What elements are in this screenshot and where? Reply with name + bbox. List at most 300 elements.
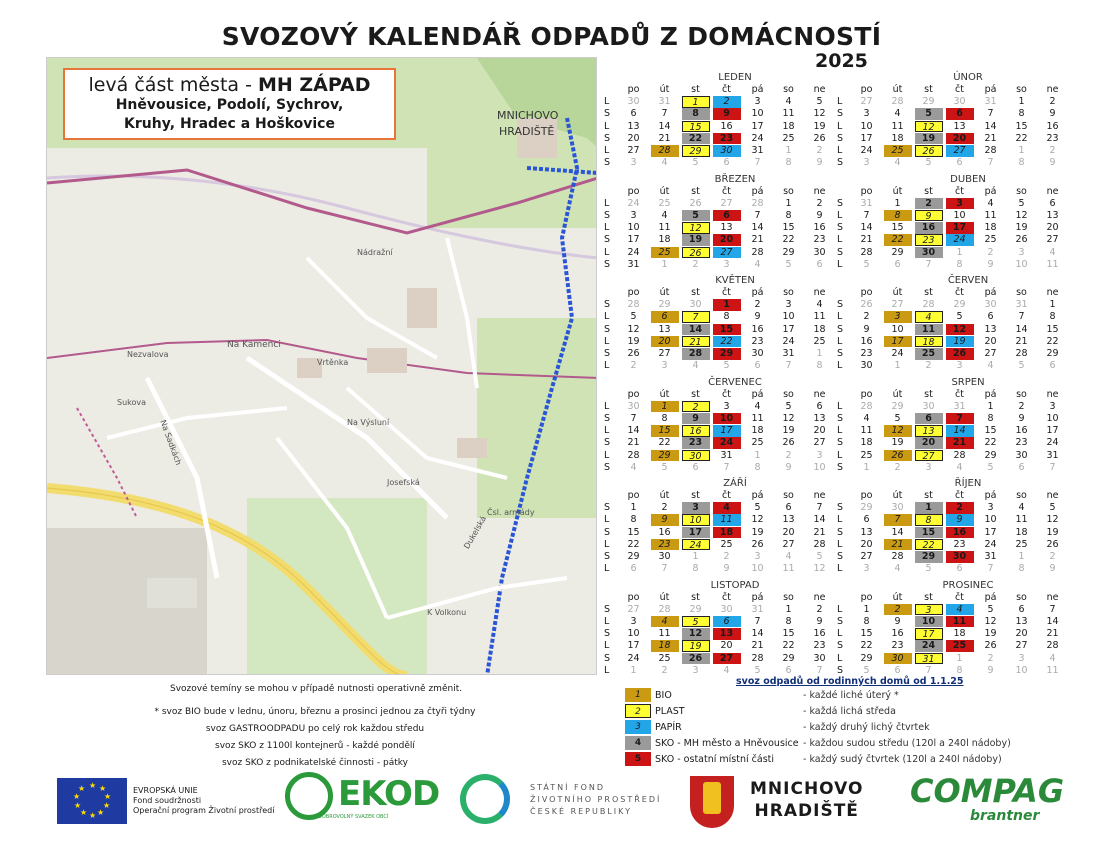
day-cell: [711, 108, 742, 120]
week-parity: L: [604, 640, 610, 652]
day-number: 31: [1046, 449, 1059, 461]
day-cell: [649, 157, 680, 169]
day-cell: [711, 222, 742, 234]
day-cell: [1006, 616, 1037, 628]
week-row: [604, 437, 836, 449]
logos: [0, 772, 1103, 832]
day-cell: [618, 247, 649, 259]
day-number: 8: [754, 461, 761, 473]
day-cell: [804, 539, 835, 551]
day-number: 20: [860, 538, 873, 550]
day-cell: [680, 450, 711, 462]
day-cell: [680, 210, 711, 222]
day-cell: [618, 133, 649, 145]
day-cell: [975, 222, 1006, 234]
day-cell: [742, 157, 773, 169]
weekday-label: st: [924, 185, 933, 197]
day-cell: [680, 121, 711, 133]
day-cell: [913, 299, 944, 311]
day-cell: [711, 121, 742, 133]
day-cell: [804, 210, 835, 222]
month-11: [604, 579, 836, 678]
day-number: 14: [751, 222, 764, 234]
day-cell: [711, 157, 742, 169]
weekday-label: pá: [984, 84, 997, 95]
day-cell: [975, 502, 1006, 514]
day-number: 3: [915, 604, 943, 616]
weekday-label: čt: [722, 185, 731, 197]
day-cell: [680, 247, 711, 259]
day-number: 22: [627, 538, 640, 550]
day-number: 29: [860, 652, 873, 664]
weekday-label: st: [691, 84, 700, 95]
day-cell: [1037, 527, 1068, 539]
header-spacer: [837, 592, 851, 604]
day-cell: [1037, 210, 1068, 222]
weekday-label: út: [892, 287, 903, 298]
weekday-label: pá: [751, 84, 764, 95]
day-cell: [711, 539, 742, 551]
day-cell: [913, 247, 944, 259]
day-cell: [711, 259, 742, 271]
street-label: Sukova: [117, 398, 147, 407]
weekday-label: čt: [955, 185, 964, 197]
day-cell: [742, 539, 773, 551]
day-cell: [944, 563, 975, 575]
day-number: 8: [956, 664, 963, 676]
day-number: 15: [782, 628, 795, 640]
weekday-label: út: [892, 185, 903, 197]
weekday-header: [837, 287, 1069, 299]
day-cell: [1006, 628, 1037, 640]
weekday-header: [604, 186, 836, 198]
day-number: 13: [658, 323, 671, 335]
week-parity: S: [604, 551, 611, 563]
weekday-label: po: [627, 388, 640, 400]
day-number: 18: [1015, 526, 1028, 538]
day-number: 8: [915, 514, 943, 526]
day-cell: [913, 563, 944, 575]
legend-swatch: 4: [625, 736, 651, 750]
day-cell: [742, 450, 773, 462]
day-number: 1: [1018, 551, 1025, 563]
day-cell: [851, 360, 882, 372]
day-cell: [975, 665, 1006, 677]
day-cell: [1006, 121, 1037, 133]
day-number: 2: [1049, 551, 1056, 563]
day-cell: [649, 437, 680, 449]
day-number: 15: [782, 222, 795, 234]
day-cell: [975, 234, 1006, 246]
weekday-label: ne: [813, 185, 826, 197]
day-number: 29: [1046, 348, 1059, 360]
day-cell: [742, 360, 773, 372]
month-name: BŘEZEN: [714, 173, 756, 185]
week-row: [837, 210, 1069, 222]
day-number: 31: [658, 96, 671, 107]
day-number: 14: [891, 526, 904, 538]
day-cell: [680, 502, 711, 514]
day-cell: [975, 121, 1006, 133]
day-number: 11: [1046, 664, 1059, 676]
day-number: 15: [860, 628, 873, 640]
day-number: 5: [915, 108, 943, 120]
day-cell: [773, 539, 804, 551]
day-number: 8: [785, 157, 792, 169]
week-parity: L: [604, 514, 610, 526]
day-cell: [742, 462, 773, 474]
day-number: 24: [891, 348, 904, 360]
day-number: 9: [785, 461, 792, 473]
weekday-label: pá: [984, 388, 997, 400]
day-number: 3: [754, 551, 761, 563]
week-row: [837, 259, 1069, 271]
day-number: 5: [816, 551, 823, 563]
day-number: 18: [782, 120, 795, 132]
weekday-label: ne: [1046, 84, 1059, 95]
day-cell: [618, 450, 649, 462]
weekday-label: so: [1016, 287, 1027, 298]
crozier-icon: [703, 782, 721, 814]
day-cell: [773, 401, 804, 413]
day-cell: [618, 628, 649, 640]
weekday-label: pá: [751, 185, 764, 197]
weekday-header: [837, 592, 1069, 604]
legend-item: [625, 720, 1033, 735]
day-cell: [804, 299, 835, 311]
day-cell: [680, 157, 711, 169]
day-number: 2: [1049, 145, 1056, 157]
day-cell: [711, 413, 742, 425]
day-number: 1: [1018, 145, 1025, 157]
day-number: 7: [987, 563, 994, 575]
day-number: 8: [884, 210, 912, 222]
day-number: 22: [658, 437, 671, 449]
day-number: 15: [627, 526, 640, 538]
day-cell: [804, 324, 835, 336]
day-number: 9: [816, 209, 823, 221]
day-cell: [773, 653, 804, 665]
day-number: 8: [863, 615, 870, 627]
day-cell: [742, 247, 773, 259]
weekday-label: st: [691, 185, 700, 197]
weekday-label: út: [892, 388, 903, 400]
day-number: 25: [946, 640, 974, 652]
day-cell: [742, 653, 773, 665]
day-cell: [649, 198, 680, 210]
day-number: 31: [627, 258, 640, 270]
day-number: 3: [630, 157, 637, 169]
day-cell: [618, 222, 649, 234]
day-number: 18: [860, 437, 873, 449]
day-number: 23: [953, 538, 966, 550]
day-number: 24: [860, 145, 873, 157]
day-number: 10: [751, 108, 764, 120]
day-cell: [773, 616, 804, 628]
day-number: 1: [630, 664, 637, 676]
day-number: 19: [751, 526, 764, 538]
day-cell: [711, 336, 742, 348]
day-cell: [1006, 96, 1037, 108]
week-row: [837, 222, 1069, 234]
week-row: [837, 247, 1069, 259]
day-cell: [680, 133, 711, 145]
week-parity: L: [837, 209, 843, 221]
day-cell: [1037, 628, 1068, 640]
weekday-label: st: [691, 388, 700, 400]
week-row: [604, 640, 836, 652]
day-cell: [680, 640, 711, 652]
day-cell: [944, 210, 975, 222]
day-cell: [804, 222, 835, 234]
day-cell: [1037, 133, 1068, 145]
week-row: [604, 514, 836, 526]
week-parity: L: [604, 449, 610, 461]
day-number: 1: [651, 401, 679, 413]
day-cell: [1037, 311, 1068, 323]
day-number: 3: [863, 108, 870, 120]
day-cell: [773, 437, 804, 449]
day-number: 23: [1046, 132, 1059, 144]
day-number: 5: [1049, 502, 1056, 513]
day-cell: [882, 198, 913, 210]
day-cell: [618, 121, 649, 133]
day-cell: [913, 324, 944, 336]
svg-text:★: ★: [103, 801, 111, 810]
day-cell: [975, 413, 1006, 425]
day-cell: [773, 604, 804, 616]
day-cell: [680, 425, 711, 437]
day-cell: [649, 324, 680, 336]
day-number: 27: [782, 538, 795, 550]
week-parity: S: [837, 615, 844, 627]
day-cell: [742, 198, 773, 210]
weekday-label: čt: [722, 287, 731, 298]
weekday-label: po: [860, 388, 873, 400]
map[interactable]: [46, 57, 597, 675]
day-number: 28: [751, 246, 764, 258]
day-number: 21: [884, 539, 912, 551]
day-number: 25: [860, 449, 873, 461]
day-cell: [711, 360, 742, 372]
day-cell: [711, 527, 742, 539]
day-number: 16: [751, 323, 764, 335]
day-number: 29: [953, 299, 966, 310]
day-number: 7: [987, 108, 994, 120]
header-spacer: [604, 84, 618, 96]
day-cell: [944, 462, 975, 474]
day-cell: [1006, 551, 1037, 563]
day-cell: [882, 450, 913, 462]
day-number: 9: [723, 563, 730, 575]
day-number: 21: [1046, 628, 1059, 640]
day-number: 5: [692, 157, 699, 169]
day-number: 5: [630, 311, 637, 323]
week-parity: S: [837, 132, 844, 144]
day-number: 30: [720, 603, 733, 615]
week-parity: S: [604, 157, 611, 169]
week-parity: S: [604, 234, 611, 246]
day-cell: [618, 360, 649, 372]
day-number: 3: [1018, 652, 1025, 664]
page-title: SVOZOVÝ KALENDÁŘ ODPADŮ Z DOMÁCNOSTÍ: [221, 22, 882, 51]
day-cell: [711, 437, 742, 449]
weekday-label: so: [1016, 185, 1027, 197]
day-cell: [773, 640, 804, 652]
week-parity: S: [604, 628, 611, 640]
day-number: 7: [863, 209, 870, 221]
day-number: 31: [782, 348, 795, 360]
day-cell: [975, 259, 1006, 271]
day-number: 1: [682, 96, 710, 108]
day-number: 2: [754, 299, 761, 310]
month-5: [604, 274, 836, 373]
week-row: [604, 336, 836, 348]
day-cell: [680, 653, 711, 665]
day-cell: [882, 462, 913, 474]
week-parity: L: [604, 120, 610, 132]
street-label: Na Výsluní: [347, 418, 390, 427]
day-cell: [773, 527, 804, 539]
day-number: 30: [1015, 449, 1028, 461]
week-row: [604, 616, 836, 628]
day-cell: [913, 628, 944, 640]
week-parity: S: [604, 412, 611, 424]
svg-text:★: ★: [104, 792, 112, 801]
week-parity: L: [604, 563, 610, 575]
weekday-label: ne: [813, 388, 826, 400]
weekday-label: čt: [722, 84, 731, 95]
weekday-label: so: [783, 490, 794, 501]
day-cell: [944, 413, 975, 425]
day-cell: [649, 145, 680, 157]
legend-name: SKO - MH město a Hněvousice: [655, 738, 799, 749]
street-label: Na Sadkách: [158, 418, 184, 467]
week-row: [604, 210, 836, 222]
day-cell: [618, 653, 649, 665]
day-cell: [742, 234, 773, 246]
day-number: 23: [1015, 437, 1028, 449]
week-parity: S: [837, 348, 844, 360]
day-number: 10: [782, 311, 795, 323]
day-number: 6: [713, 210, 741, 222]
weekday-label: ne: [1046, 388, 1059, 400]
day-number: 15: [984, 425, 997, 437]
day-cell: [1006, 640, 1037, 652]
day-number: 29: [891, 400, 904, 412]
day-cell: [680, 539, 711, 551]
day-number: 26: [884, 450, 912, 462]
week-parity: L: [604, 246, 610, 258]
day-cell: [804, 198, 835, 210]
day-number: 14: [751, 628, 764, 640]
day-number: 5: [863, 258, 870, 270]
weekday-label: ne: [1046, 490, 1059, 501]
day-number: 7: [661, 563, 668, 575]
day-number: 9: [863, 323, 870, 335]
day-number: 13: [953, 120, 966, 132]
week-parity: S: [837, 502, 844, 513]
day-cell: [1006, 311, 1037, 323]
day-cell: [851, 259, 882, 271]
week-parity: S: [837, 412, 844, 424]
day-cell: [804, 247, 835, 259]
week-row: [604, 628, 836, 640]
day-cell: [773, 563, 804, 575]
day-cell: [975, 401, 1006, 413]
day-number: 11: [751, 412, 764, 424]
day-number: 4: [713, 502, 741, 514]
month-name: LEDEN: [718, 72, 752, 83]
day-cell: [975, 157, 1006, 169]
day-cell: [882, 133, 913, 145]
day-cell: [804, 604, 835, 616]
day-number: 9: [987, 258, 994, 270]
weekday-label: čt: [722, 591, 731, 603]
day-number: 5: [785, 400, 792, 412]
week-row: [837, 462, 1069, 474]
weekday-label: čt: [955, 490, 964, 501]
day-cell: [773, 360, 804, 372]
day-cell: [913, 437, 944, 449]
day-number: 27: [813, 437, 826, 449]
day-number: 3: [956, 360, 963, 372]
day-number: 10: [682, 514, 710, 526]
day-cell: [711, 616, 742, 628]
weekday-label: čt: [955, 591, 964, 603]
day-number: 2: [1049, 96, 1056, 107]
day-number: 13: [860, 526, 873, 538]
day-cell: [680, 413, 711, 425]
day-number: 7: [661, 108, 668, 120]
day-cell: [1037, 198, 1068, 210]
weekday-label: po: [627, 287, 640, 298]
day-number: 10: [1046, 412, 1059, 424]
day-number: 24: [627, 197, 640, 209]
day-cell: [944, 450, 975, 462]
week-row: [604, 450, 836, 462]
legend-swatch: 5: [625, 752, 651, 766]
week-parity: S: [604, 323, 611, 335]
day-number: 3: [946, 198, 974, 210]
day-cell: [804, 462, 835, 474]
day-cell: [618, 311, 649, 323]
day-number: 20: [915, 437, 943, 449]
legend-swatch: 2: [625, 704, 651, 718]
day-cell: [711, 640, 742, 652]
day-number: 10: [860, 120, 873, 132]
day-number: 12: [627, 323, 640, 335]
day-number: 26: [682, 653, 710, 665]
day-cell: [711, 628, 742, 640]
day-number: 30: [860, 360, 873, 372]
weekday-label: pá: [751, 388, 764, 400]
week-parity: L: [837, 425, 843, 437]
week-row: [837, 628, 1069, 640]
week-parity: L: [604, 335, 610, 347]
day-number: 26: [1046, 538, 1059, 550]
day-cell: [1006, 157, 1037, 169]
week-row: [837, 96, 1069, 108]
day-number: 6: [816, 400, 823, 412]
day-number: 24: [915, 640, 943, 652]
day-cell: [742, 96, 773, 108]
day-number: 9: [816, 615, 823, 627]
day-cell: [742, 311, 773, 323]
day-number: 4: [785, 96, 792, 107]
day-cell: [913, 157, 944, 169]
day-number: 22: [984, 437, 997, 449]
